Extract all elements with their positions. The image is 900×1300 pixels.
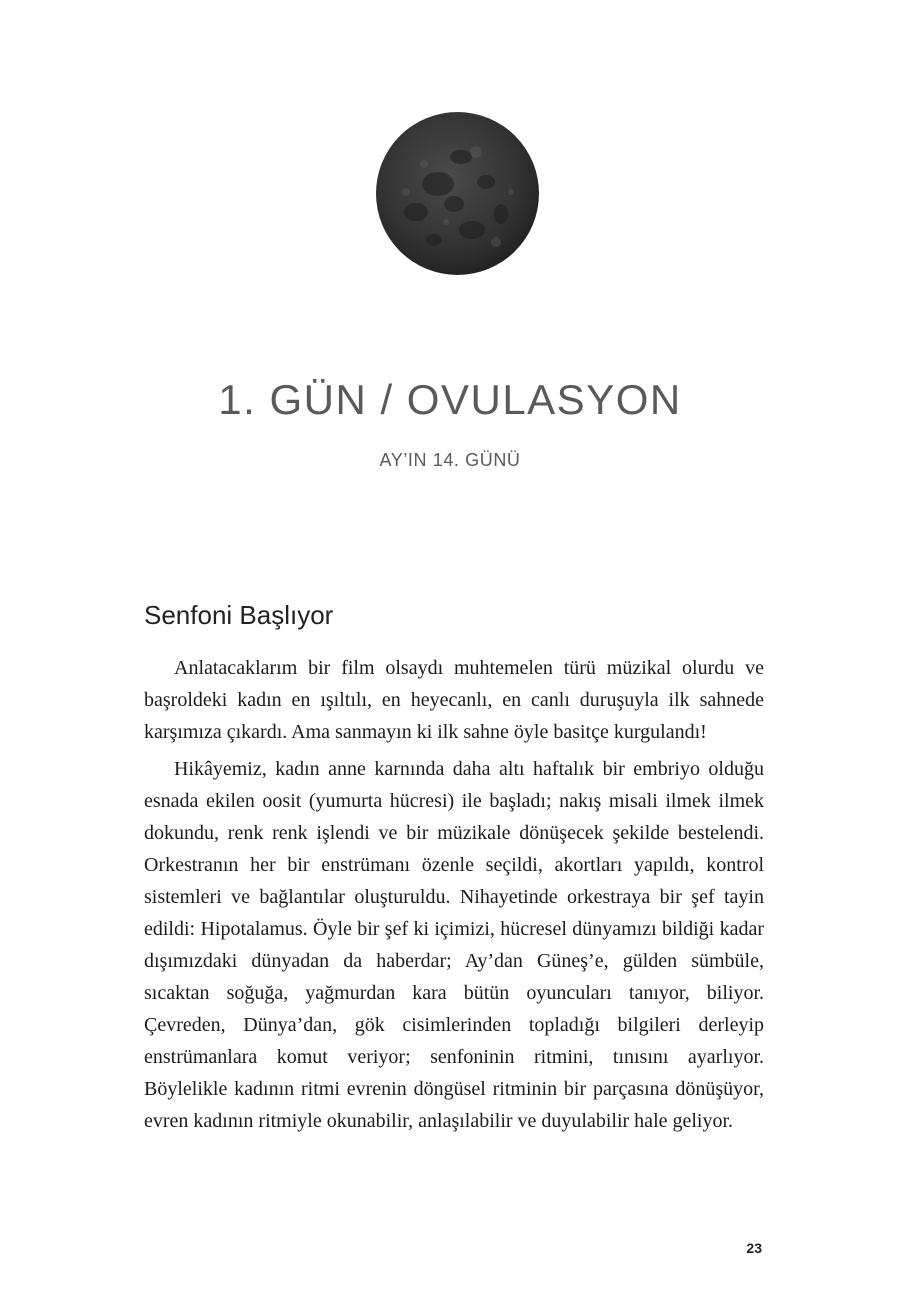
paragraph: Anlatacaklarım bir film olsaydı muhtemelen türü müzikal olurdu ve başroldeki kadın en ışıltılı, en heyecanlı, en canlı duruşuyla ilk sahnede karşımıza çıkardı. Ama sanmayın ki ilk sahne öyle basitçe kurgulandı! [144, 657, 764, 743]
chapter-title: 1. GÜN / OVULASYON [218, 376, 682, 423]
page-number: 23 [746, 1240, 762, 1256]
paragraph: Hikâyemiz, kadın anne karnında daha altı haftalık bir embriyo olduğu esnada ekilen oosit (yumurta hücresi) ile başladı; nakış misali ilmek ilmek dokundu, renk renk işlendi ve bir müzikale dönüşecek şekilde bestelendi. Orkestranın her bir enstrümanı özenle seçildi, akortları yapıldı, kontrol sistemleri ve bağlantılar oluşturuldu. Nihayetinde orkestraya bir şef tayin edildi: Hipotalamus. Öyle bir şef ki içimizi, hücresel dünyamızı bildiği kadar dışımızdaki dünyadan da haberdar; Ay’dan Güneş’e, gülden sümbüle, sıcaktan soğuğa, yağmurdan kara bütün oyuncuları tanıyor, biliyor. Çevreden, Dünya’dan, gök cisimlerinden topladığı bilgileri derleyip enstrümanlara komut veriyor; senfoninin ritmini, tınısını ayarlıyor. Böylelikle kadının ritmi evrenin döngüsel ritminin bir parçasına dönüşüyor, evren kadının ritmiyle okunabilir, anlaşılabilir ve duyulabilir hale geliyor. [144, 758, 764, 1132]
section-heading: Senfoni Başlıyor [144, 600, 334, 630]
body-text [144, 652, 764, 1142]
chapter-subtitle: AY’IN 14. GÜNÜ [379, 450, 521, 470]
moon-icon [376, 112, 539, 275]
